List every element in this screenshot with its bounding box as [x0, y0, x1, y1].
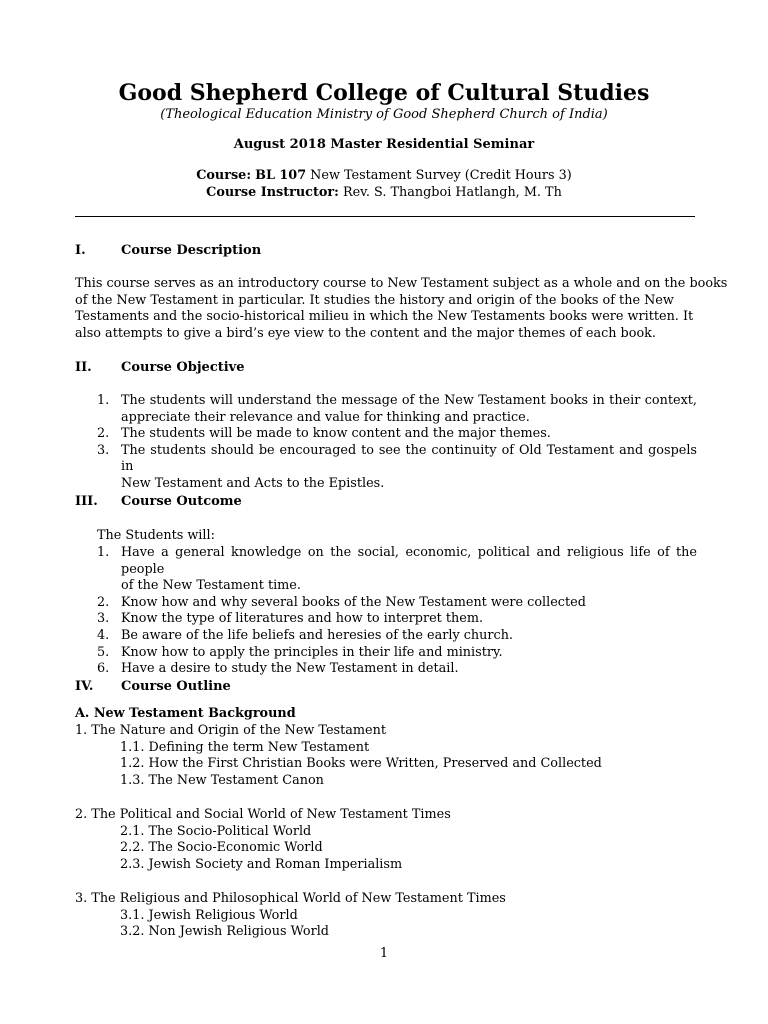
- section-objective-heading: [75, 360, 245, 376]
- seminar-heading: August 2018 Master Residential Seminar: [233, 137, 535, 152]
- list-item: [75, 426, 697, 443]
- paragraph-line: also attempts to give a bird’s eye view to the content and the major themes of each book.: [75, 325, 656, 341]
- paragraph-line: This course serves as an introductory course to New Testament subject as a whole and on the books: [75, 276, 728, 291]
- list-item: [75, 443, 697, 493]
- instructor-label: Course Instructor:: [206, 185, 339, 200]
- course-line: [0, 168, 768, 185]
- section-title: Course Outcome: [121, 494, 242, 509]
- section-number: I.: [75, 243, 86, 258]
- outline-part-heading: A. New Testament Background: [75, 706, 296, 721]
- item-text: The students will be made to know content and the major themes.: [121, 426, 551, 442]
- outline-group-title: 2. The Political and Social World of New Testament Times: [75, 806, 451, 822]
- item-number: 1.: [97, 545, 110, 560]
- objective-list: [75, 393, 697, 493]
- item-number: 6.: [97, 661, 110, 677]
- list-item: [75, 661, 697, 678]
- outline-item: 1.1. Defining the term New Testament: [120, 739, 370, 755]
- list-item: [75, 595, 697, 612]
- list-item: [75, 545, 697, 595]
- outline-item: 2.3. Jewish Society and Roman Imperialism: [120, 857, 403, 873]
- section-description-heading: [75, 243, 261, 259]
- item-number: 3.: [97, 611, 110, 627]
- instructor-name: Rev. S. Thangboi Hatlangh, M. Th: [338, 185, 562, 200]
- list-item: [75, 628, 697, 645]
- outline-item: 1.2. How the First Christian Books were Written, Preserved and Collected: [120, 756, 602, 772]
- item-number: 2.: [97, 594, 110, 610]
- section-number: III.: [75, 494, 98, 509]
- paragraph-line: of the New Testament in particular. It studies the history and origin of the books of the New: [75, 292, 674, 308]
- list-item: [75, 611, 697, 628]
- course-outline: [75, 706, 602, 941]
- item-text: of the New Testament time.: [121, 578, 301, 594]
- header-divider: [75, 216, 695, 217]
- outline-spacer: [75, 790, 602, 807]
- course-name: New Testament Survey (Credit Hours 3): [306, 168, 572, 183]
- outline-item: 3.2. Non Jewish Religious World: [120, 924, 329, 940]
- section-title: Course Objective: [121, 360, 245, 375]
- item-text: Be aware of the life beliefs and heresies of the early church.: [121, 627, 513, 643]
- paragraph-line: Testaments and the socio-historical milieu in which the New Testaments books were written. It: [75, 309, 694, 325]
- course-label: Course:: [196, 168, 252, 183]
- section-outcome-heading: [75, 494, 242, 510]
- list-item: [75, 393, 697, 426]
- section-outline-heading: [75, 679, 231, 695]
- section-title: Course Description: [121, 243, 262, 258]
- item-text: New Testament and Acts to the Epistles.: [121, 475, 385, 491]
- item-text: Know how to apply the principles in their life and ministry.: [121, 644, 503, 660]
- outline-item: 2.2. The Socio-Economic World: [120, 840, 323, 856]
- outline-item: 2.1. The Socio-Political World: [120, 823, 312, 839]
- item-number: 3.: [97, 442, 110, 458]
- item-number: 1.: [97, 393, 110, 408]
- section-number: II.: [75, 360, 92, 375]
- page-number: 1: [379, 946, 389, 961]
- outline-group-title: 1. The Nature and Origin of the New Testament: [75, 722, 386, 738]
- outcome-list: [75, 545, 697, 678]
- item-text: appreciate their relevance and value for thinking and practice.: [121, 409, 530, 425]
- outline-item: 3.1. Jewish Religious World: [120, 907, 298, 923]
- college-title: Good Shepherd College of Cultural Studies: [118, 80, 650, 106]
- outcome-intro: The Students will:: [97, 528, 215, 543]
- section-title: Course Outline: [121, 679, 231, 694]
- course-code: BL 107: [255, 168, 307, 183]
- outline-spacer: [75, 874, 602, 891]
- outline-group-title: 3. The Religious and Philosophical World of New Testament Times: [75, 890, 506, 906]
- course-description-paragraph: [75, 276, 728, 342]
- item-number: 5.: [97, 644, 110, 660]
- item-text: Have a general knowledge on the social, economic, political and religious life of the people: [121, 545, 697, 577]
- instructor-line: [0, 185, 768, 202]
- item-text: Have a desire to study the New Testament in detail.: [121, 661, 459, 677]
- section-number: IV.: [75, 679, 94, 694]
- list-item: [75, 645, 697, 662]
- item-number: 2.: [97, 426, 110, 442]
- item-number: 4.: [97, 627, 110, 643]
- item-text: The students will understand the message of the New Testament books in their context,: [121, 393, 697, 408]
- item-text: Know how and why several books of the New Testament were collected: [121, 594, 586, 610]
- item-text: The students should be encouraged to see the continuity of Old Testament and gospels in: [121, 442, 697, 475]
- item-text: Know the type of literatures and how to interpret them.: [121, 611, 484, 627]
- outline-item: 1.3. The New Testament Canon: [120, 773, 324, 789]
- college-subtitle: (Theological Education Ministry of Good Shepherd Church of India): [160, 107, 608, 122]
